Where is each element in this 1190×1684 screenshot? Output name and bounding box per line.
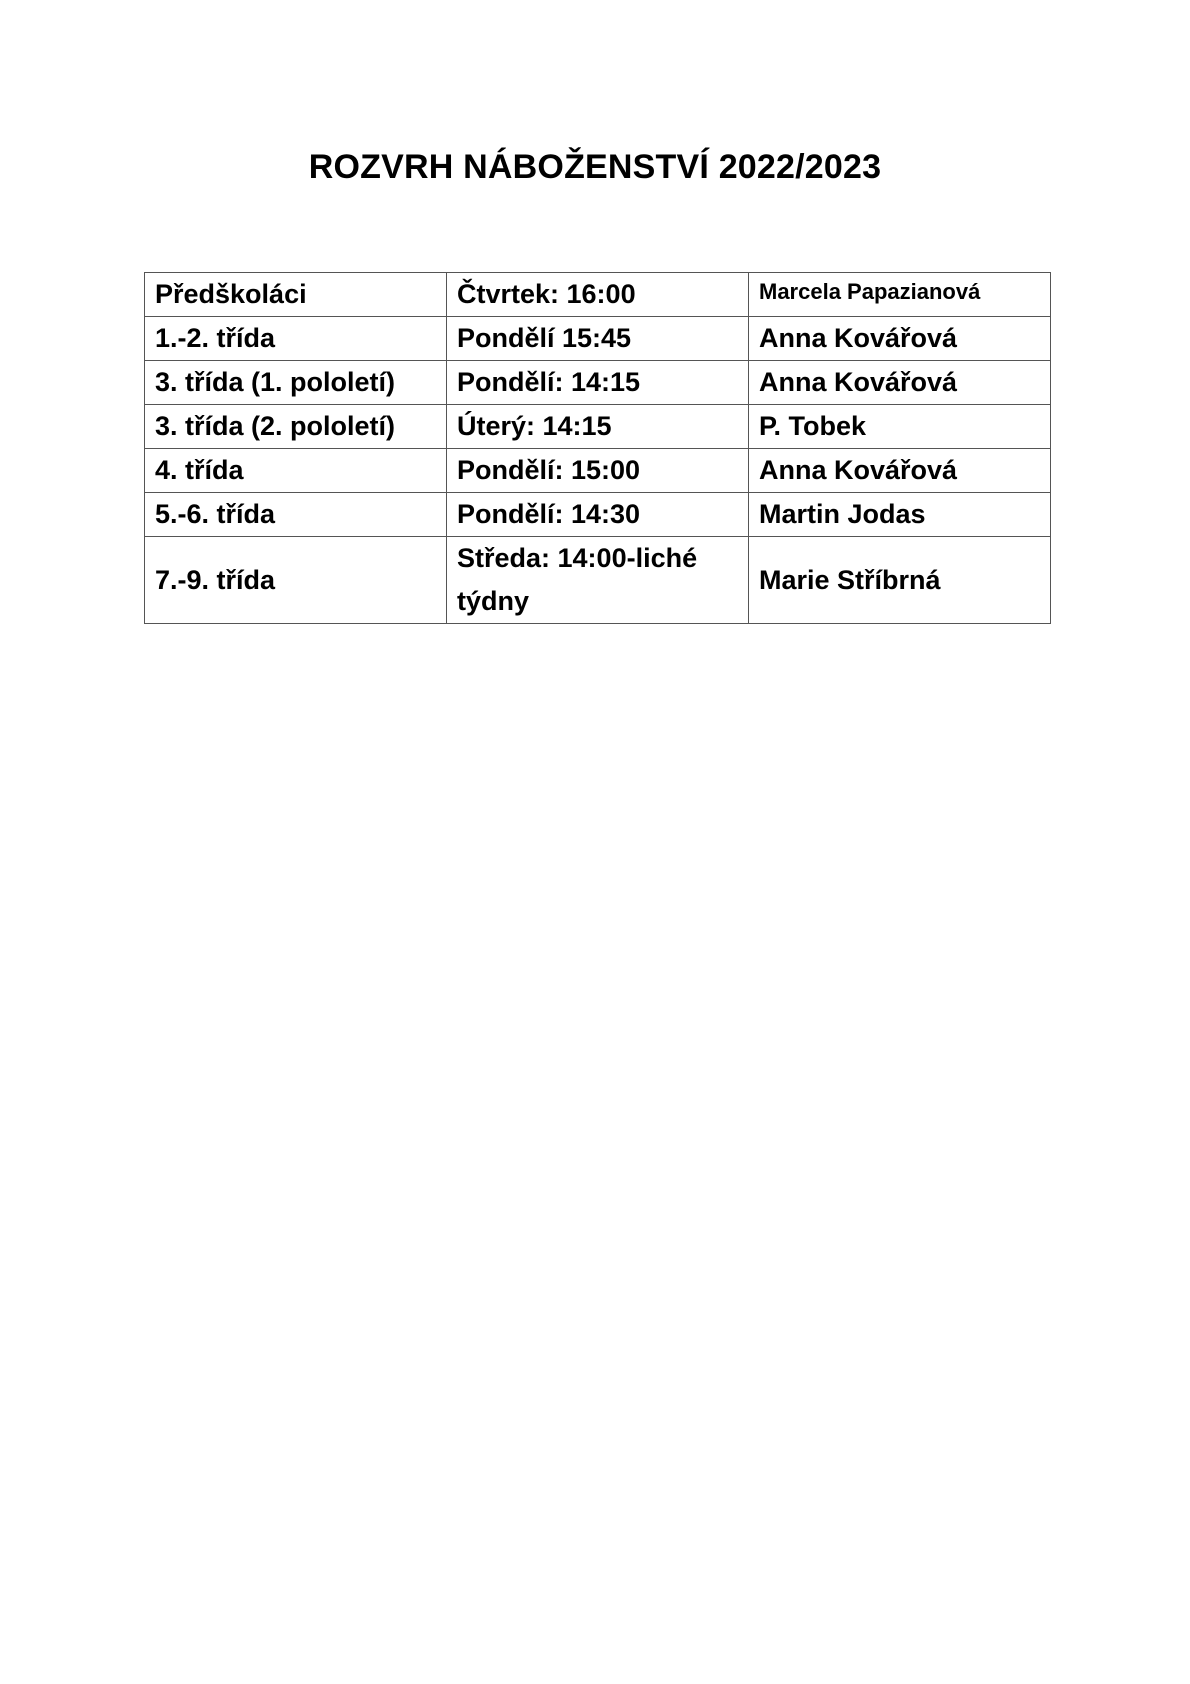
time-cell: Čtvrtek: 16:00 — [447, 273, 749, 317]
teacher-cell: P. Tobek — [749, 405, 1051, 449]
teacher-cell: Marcela Papazianová — [749, 273, 1051, 317]
group-cell: 3. třída (1. pololetí) — [145, 361, 447, 405]
group-cell: 3. třída (2. pololetí) — [145, 405, 447, 449]
teacher-cell: Anna Kovářová — [749, 317, 1051, 361]
time-cell: Středa: 14:00-liché týdny — [447, 537, 749, 624]
time-cell: Pondělí: 14:30 — [447, 493, 749, 537]
table-row — [145, 493, 1051, 537]
group-cell: Předškoláci — [145, 273, 447, 317]
table-row — [145, 449, 1051, 493]
table-row — [145, 273, 1051, 317]
table-row — [145, 537, 1051, 624]
time-cell: Úterý: 14:15 — [447, 405, 749, 449]
table-row — [145, 361, 1051, 405]
time-cell: Pondělí: 14:15 — [447, 361, 749, 405]
time-cell: Pondělí: 15:00 — [447, 449, 749, 493]
group-cell: 5.-6. třída — [145, 493, 447, 537]
table-row — [145, 405, 1051, 449]
group-cell: 7.-9. třída — [145, 537, 447, 624]
schedule-table — [144, 272, 1051, 624]
teacher-cell: Anna Kovářová — [749, 449, 1051, 493]
page-title: ROZVRH NÁBOŽENSTVÍ 2022/2023 — [308, 148, 882, 186]
teacher-cell: Anna Kovářová — [749, 361, 1051, 405]
group-cell: 1.-2. třída — [145, 317, 447, 361]
teacher-cell: Marie Stříbrná — [749, 537, 1051, 624]
table-row — [145, 317, 1051, 361]
time-cell: Pondělí 15:45 — [447, 317, 749, 361]
group-cell: 4. třída — [145, 449, 447, 493]
teacher-cell: Martin Jodas — [749, 493, 1051, 537]
